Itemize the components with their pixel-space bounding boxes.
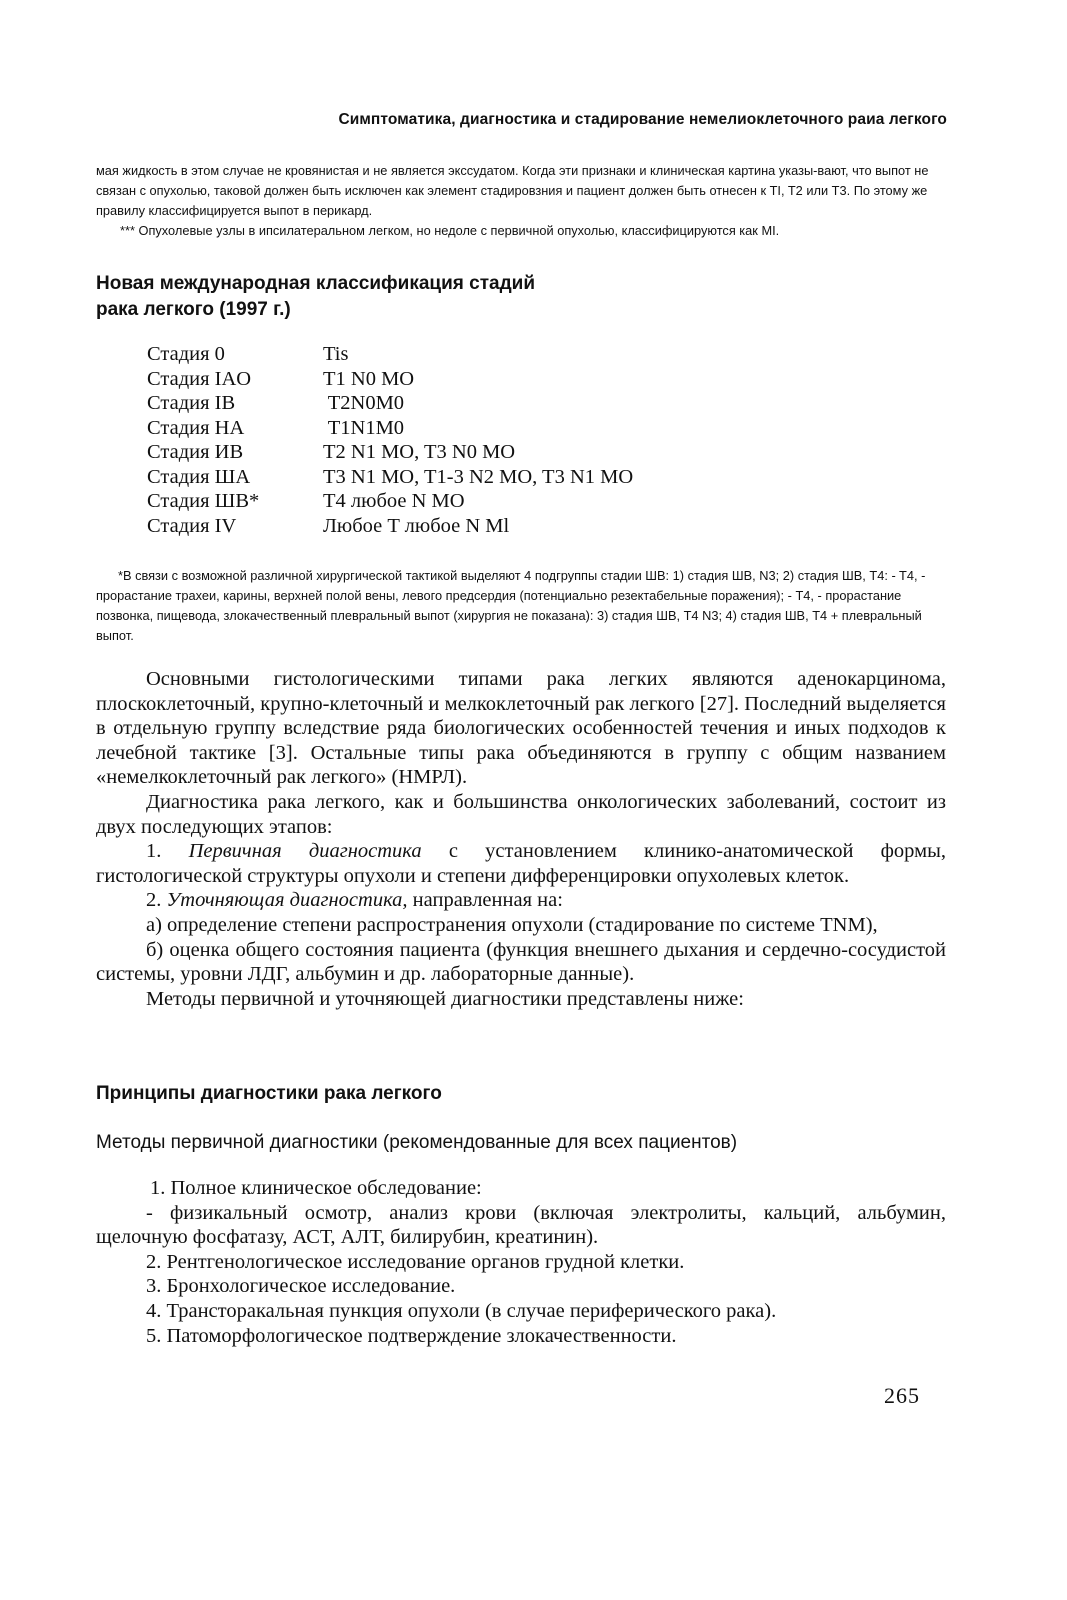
page-number: 265 xyxy=(884,1383,920,1408)
item-number: 2. xyxy=(146,889,167,912)
paragraph-patient-state: б) оценка общего состояния пациента (функция внешнего дыхания и сердечно-сосудистой системы, уровни ЛДГ, альбумин и др. лабораторные данные). xyxy=(96,938,946,986)
note-continuation: мая жидкость в этом случае не кровянистая и не является экссудатом. Когда эти признаки и клиническая картина указы-вают, что выпот не связан с опухолью, таковой должен быть исключен как элемент стадировзния и пациент должен быть отнесен к TI, T2 или T3. По этому же правилу классифицируется выпот в перикард. xyxy=(96,163,929,218)
methods-list xyxy=(96,1176,946,1348)
list-item: 5. Патоморфологическое подтверждение злокачественности. xyxy=(146,1324,677,1347)
stage-name: Стадия НА xyxy=(147,416,245,439)
stage-row xyxy=(147,391,633,416)
list-item: 1. Полное клиническое обследование: xyxy=(150,1177,482,1199)
paragraph-methods-intro: Методы первичной и уточняющей диагностики представлены ниже: xyxy=(146,987,744,1010)
stage-name: Стадия ША xyxy=(147,465,251,488)
stage-row xyxy=(147,342,633,367)
stage-tnm: T2N0M0 xyxy=(323,392,405,414)
paragraph-primary-diagnostics xyxy=(96,839,946,888)
stage-row xyxy=(147,416,633,441)
stage-tnm: T4 любое N MO xyxy=(323,490,465,512)
item-number: 1. xyxy=(146,840,189,863)
paragraph-staging: а) определение степени распространения опухоли (стадирование по системе TNM), xyxy=(146,913,878,936)
stage-tnm: Любое T любое N Ml xyxy=(323,514,510,537)
note-triple-asterisk: *** Опухолевые узлы в ипсилатеральном легком, но недоле с первичной опухолью, классифицируются как МI. xyxy=(120,223,780,238)
stage-name: Стадия ИВ xyxy=(147,441,244,463)
list-item-detail: - физикальный осмотр, анализ крови (включая электролиты, кальций, альбумин, щелочную фосфатазу, АСТ, АЛТ, билирубин, креатинин). xyxy=(96,1201,946,1249)
list-item: 4. Трансторакальная пункция опухоли (в случае периферического рака). xyxy=(146,1299,777,1322)
item-text: с установлением клинико-анатомической формы, гистологической структуры опухоли и степени дифференцировки опухолевых клеток. xyxy=(96,840,946,887)
stage-footnote xyxy=(96,566,949,646)
stage-tnm: T1 N0 MO xyxy=(323,367,415,390)
list-item: 3. Бронхологическое исследование. xyxy=(146,1275,456,1298)
paragraph-diagnostics-stages: Диагностика рака легкого, как и большинства онкологических заболеваний, состоит из двух последующих этапов: xyxy=(96,790,946,838)
stage-tnm: T2 N1 MO, T3 N0 MO xyxy=(323,441,516,463)
classification-title-line2: рака легкого (1997 г.) xyxy=(96,299,291,320)
top-notes xyxy=(96,161,946,241)
stage-name: Стадия IAO xyxy=(147,367,252,390)
running-head: Симптоматика, диагностика и стадирование немелиоклеточного раиа легкого xyxy=(338,111,947,128)
italic-term: Первичная диагностика xyxy=(188,840,422,863)
stage-row xyxy=(147,367,633,392)
stage-name: Стадия 0 xyxy=(147,343,225,365)
footnote-text: *В связи с возможной различной хирургической тактикой выделяют 4 подгруппы стадии ШВ: 1) стадия ШВ, N3; 2) стадия ШВ, T4: - T4, - прорастание трахеи, карины, верхней полой вены, левого предсердия (потенциально резектабельные поражения); - T4, - прорастание позвонка, пищевода, злокачественный плевральный выпот (хирургия не показана): 3) стадия ШВ, T4 N3; 4) стадия ШВ, T4 + плевральный выпот. xyxy=(96,568,926,643)
stage-table xyxy=(147,342,633,538)
stage-row xyxy=(147,514,633,539)
stage-row xyxy=(147,489,633,514)
stage-name: Стадия IB xyxy=(147,392,236,414)
stage-tnm: T1N1M0 xyxy=(323,416,405,439)
body-text xyxy=(96,667,946,1011)
stage-row xyxy=(147,440,633,465)
methods-subtitle: Методы первичной диагностики (рекомендованные для всех пациентов) xyxy=(96,1132,738,1153)
item-text: направленная на: xyxy=(407,889,563,912)
stage-name: Стадия ШВ* xyxy=(147,490,260,512)
paragraph-histology: Основными гистологическими типами рака легких являются аденокарцинома, плоскоклеточный, крупно-клеточный и мелкоклеточный рак легкого [27]. Последний выделяется в отдельную группу вследствие ряда биологических особенностей течения и иных подходов к лечебной тактике [3]. Остальные типы рака объединяются в группу с общим названием «немелкоклеточный рак легкого» (НМРЛ). xyxy=(96,668,946,789)
italic-term: Уточняющая диагностика, xyxy=(166,889,408,912)
stage-tnm: Tis xyxy=(323,343,349,365)
classification-title-line1: Новая международная классификация стадий xyxy=(96,273,536,294)
principles-title: Принципы диагностики рака легкого xyxy=(96,1083,442,1104)
stage-name: Стадия IV xyxy=(147,514,237,537)
paragraph-refining-diagnostics xyxy=(96,888,946,913)
list-item: 2. Рентгенологическое исследование органов грудной клетки. xyxy=(146,1250,685,1273)
stage-tnm: T3 N1 MO, T1-3 N2 MO, T3 N1 MO xyxy=(323,465,634,488)
stage-row xyxy=(147,465,633,490)
